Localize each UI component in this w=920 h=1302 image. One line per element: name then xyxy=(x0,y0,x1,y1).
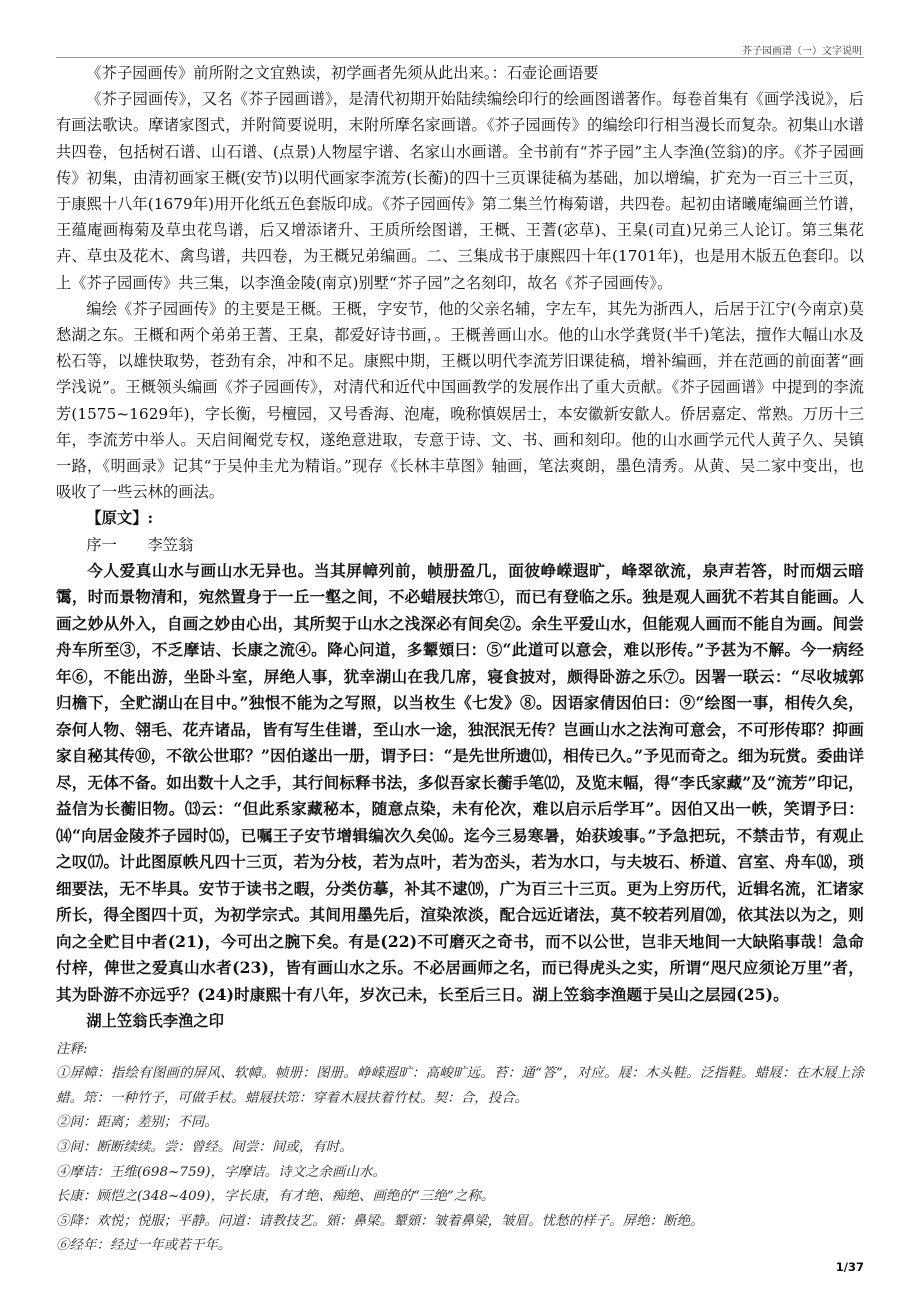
note-item: 长康：顾恺之(348~409)，字长康，有才绝、痴绝、画绝的“三绝”之称。 xyxy=(56,1189,495,1205)
intro-paragraph: 《芥子园画传》，又名《芥子园画谱》，是清代初期开始陆续编绘印行的绘画图谱著作。每卷首集有《画学浅说》，后有画法歌诀。摩诸家图式，并附简要说明，末附所摩名家画谱。《芥子园画传》的编绘印行相当漫长而复杂。初集山水谱共四卷，包括树石谱、山石谱、(点景)人物屋宇谱、名家山水画谱。全书前有“芥子园”主人李渔(笠翁)的序。《芥子园画传》初集，由清初画家王概(安节)以明代画家李流芳(长蘅)的四十三页课徒稿为基础，加以增编，扩充为一百三十三页，于康熙十八年(1679年)用开化纸五色套版印成。《芥子园画传》第二集兰竹梅菊谱，共四卷。起初由诸曦庵编画兰竹谱，王蕴庵画梅菊及草虫花鸟谱，后又增添诸升、王质所绘图谱，王概、王蓍(宓草)、王臬(司直)兄弟三人论订。第三集花卉、草虫及花木、禽鸟谱，共四卷，为王概兄弟编画。二、三集成书于康熙四十年(1701年)，也是用木版五色套印。以上《芥子园画传》共三集，以李渔金陵(南京)别墅“芥子园”之名刻印，故名《芥子园画传》。 xyxy=(56,90,864,292)
note-item: ⑤降：欢悦；悦服；平静。问道：请教技艺。頞：鼻梁。颦頞：皱着鼻梁，皱眉。忧愁的样子。屏绝：断绝。 xyxy=(56,1213,704,1229)
note-item: ⑥经年：经过一年或若干年。 xyxy=(56,1238,232,1254)
intro-paragraph: 编绘《芥子园画传》的主要是王概。王概，字安节，他的父亲名辅，字左车，其先为浙西人，后居于江宁(今南京)莫愁湖之东。王概和两个弟弟王蓍、王臬，都爱好诗书画，。王概善画山水。他的山水学龚贤(半千)笔法，擅作大幅山水及松石等，以雄快取势，苍劲有余，冲和不足。康熙中期，王概以明代李流芳旧课徒稿，增补编画，并在范画的前面著“画学浅说”。王概领头编画《芥子园画传》，对清代和近代中国画教学的发展作出了重大贡献。《芥子园画谱》中提到的李流芳(1575~1629年)，字长衡，号檀园，又号香海、泡庵，晚称慎娱居士，本安徽新安歙人。侨居嘉定、常熟。万历十三年，李流芳中举人。天启间阉党专权，遂绝意进取，专意于诗、文、书、画和刻印。他的山水画学元代人黄子久、吴镇一路，《明画录》记其“于吴仲圭尤为精诣。”现存《长林丰草图》轴画，笔法爽朗，墨色清秀。从黄、吴二家中变出，也吸收了一些云林的画法。 xyxy=(56,299,864,502)
seal-line: 湖上笠翁氏李渔之印 xyxy=(86,1012,224,1031)
note-item: ③间：断断续续。尝：曾经。间尝：间或，有时。 xyxy=(56,1139,353,1155)
notes-section xyxy=(56,1038,864,1259)
note-item: ④摩诘：王维(698~759)，字摩诘。诗文之余画山水。 xyxy=(56,1164,387,1180)
preface-title: 序一 李笠翁 xyxy=(86,535,194,554)
header-rule xyxy=(56,57,864,58)
note-item: ②间：距离；差别；不同。 xyxy=(56,1115,218,1131)
preface-text: 今人爱真山水与画山水无异也。当其屏幛列前，帧册盈几，面彼峥嵘遐旷，峰翠欲流，泉声若答，时而烟云暗霭，时而景物清和，宛然置身于一丘一壑之间，不必蜡屐扶筇①，而已有登临之乐。独是观人画犹不若其自能画。人画之妙从外入，自画之妙由心出，其所契于山水之浅深必有间矣②。余生平爱山水，但能观人画而不能自为画。间尝舟车所至③，不乏摩诘、长康之流④。降心问道，多颦頞曰：⑤“此道可以意会，难以形传。”予甚为不解。今一病经年⑥，不能出游，坐卧斗室，屏绝人事，犹幸湖山在我几席，寝食披对，颇得卧游之乐⑦。因署一联云：“尽收城郭归檐下，全贮湖山在目中。”独恨不能为之写照，以当枚生《七发》⑧。因语家倩因伯曰：⑨“绘图一事，相传久矣，奈何人物、翎毛、花卉诸品，皆有写生佳谱，至山水一途，独泯泯无传？岂画山水之法洵可意会，不可形传耶？抑画家自秘其传⑩，不欲公世耶？”因伯遂出一册，谓予曰：“是先世所遗⑾，相传已久。”予见而奇之。细为玩赏。委曲详尽，无体不备。如出数十人之手，其行间标释书法，多似吾家长蘅手笔⑿，及览末幅，得“李氏家藏”及“流芳”印记，益信为长蘅旧物。⒀云：“但此系家藏秘本，随意点染，未有伦次，难以启示后学耳”。因伯又出一帙，笑谓予曰：⒁“向居金陵芥子园时⒂，已嘱王子安节增辑编次久矣⒃。迄今三易寒暑，始获竣事。”予急把玩，不禁击节，有观止之叹⒄。计此图原帙凡四十三页，若为分枝，若为点叶，若为峦头，若为水口，与夫坡石、桥道、宫室、舟车⒅，琐细要法，无不毕具。安节于读书之暇，分类仿摹，补其不逮⒆，广为百三十三页。更为上穷历代，近辑名流，汇诸家所长，得全图四十页，为初学宗式。其间用墨先后，渲染浓淡，配合远近诸法，莫不较若列眉⒇，依其法以为之，则向之全贮目中者(21)，今可出之腕下矣。有是(22)不可磨灭之奇书，而不以公世，岂非天地间一大缺陷事哉！急命付梓，俾世之爱真山水者(23)，皆有画山水之乐。不必居画师之名，而已得虎头之实，所谓“咫尺应须论万里”者，其为卧游不亦远乎？(24)时康熙十有八年，岁次己未，长至后三日。湖上笠翁李渔题于吴山之层园(25)。 xyxy=(56,560,864,1004)
notes-label: 注释: xyxy=(56,1041,88,1057)
page-number: 1/37 xyxy=(835,1260,864,1274)
preface-block xyxy=(56,558,864,1009)
document-body xyxy=(56,60,864,1259)
note-item: ①屏幛：指绘有图画的屏风、软幛。帧册：图册。峥嵘遐旷：高峻旷远。苔：通“答”，对应。屐：木头鞋。泛指鞋。蜡屐：在木屐上涂蜡。筇：一种竹子，可做手杖。蜡屐扶筇：穿着木屐扶着竹杖。契：合，投合。 xyxy=(56,1066,864,1106)
intro-paragraph: 《芥子园画传》前所附之文宜熟读，初学画者先须从此出来。：石壶论画语要 xyxy=(86,64,599,82)
running-header: 芥子园画谱（一）文字说明 xyxy=(742,46,862,57)
original-text-label: 【原文】: xyxy=(86,509,154,528)
